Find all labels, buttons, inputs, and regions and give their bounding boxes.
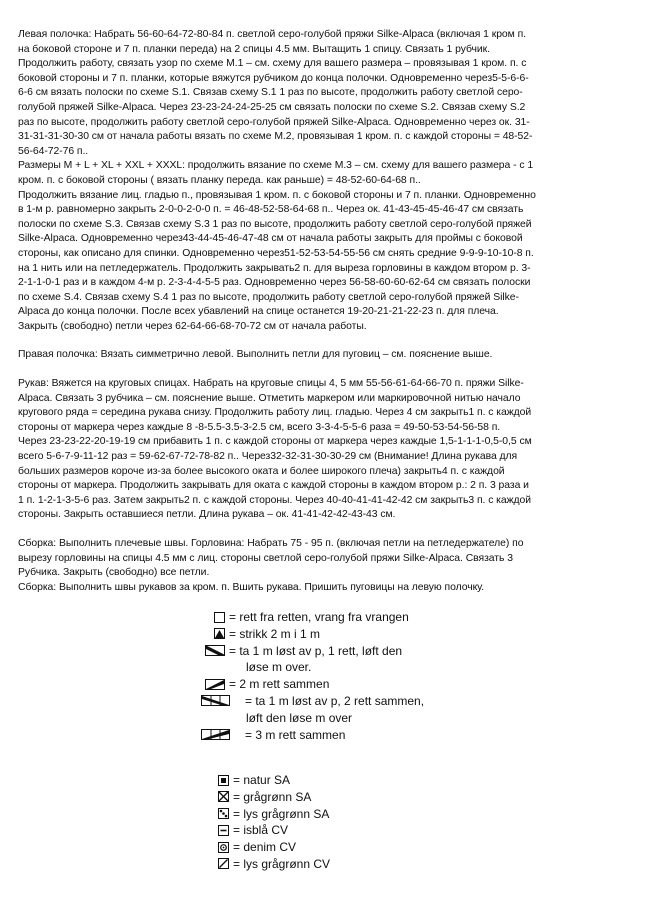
legend-label: = natur SA — [233, 773, 291, 787]
text-line: Через 23-23-22-20-19-19 см прибавить 1 п. с каждой стороны от маркера через каждые 1,5-1-1-1-0,5-0,5 см — [18, 436, 532, 448]
sleeve-paragraph — [18, 377, 636, 523]
text-line: кругового ряда = середина рукава снизу. Продолжить работу лиц. гладью. Через 4 см закрыть1 п. с каждой — [18, 407, 532, 419]
text-line: больших размеров короче из-за более высокого оката и более широкого плеча) закрыть4 п. с каждой — [18, 465, 505, 477]
text-line: Рукав: Вяжется на круговых спицах. Набрать на круговые спицы 4, 5 мм 55-56-61-64-66-70 п. пряжи Silke- — [18, 378, 524, 390]
legend-row — [205, 772, 505, 789]
legend-row — [201, 727, 501, 744]
cross-square-icon — [205, 789, 233, 805]
diagonal-dot-square-icon — [205, 806, 233, 822]
text-line: Рубчика. Закрыть (свободно) все петли. — [18, 567, 210, 579]
text-line: Продолжить работу, связать узор по схеме М.1 – см. схему для вашего размера – провязывая 1 кром. п. с — [18, 58, 527, 70]
stitch-legend — [201, 609, 501, 743]
legend-row — [205, 806, 505, 823]
legend-label: = 3 m rett sammen — [245, 727, 346, 742]
legend-label: = isblå CV — [233, 823, 289, 838]
text-line: Продолжить вязание лиц. гладью п., провязывая 1 кром. п. с боковой стороны и 7 п. планки. Одновременно — [18, 189, 536, 201]
k3tog-icon — [201, 727, 245, 743]
text-line: 1 п. 1-2-1-3-5-6 раз. Затем закрыть2 п. с каждой стороны. Через 40-40-41-41-42-42 см закрыть3 п. с каждой — [18, 494, 532, 506]
text-line: Alpaca до конца полочки. После всех убавлений на спице останется 19-20-21-21-22-23 п. для плеча. — [18, 306, 499, 318]
legend-row — [205, 856, 505, 873]
legend-row — [201, 643, 501, 660]
text-line: Alpaca. Связать 3 рубчика – см. пояснение выше. Отметить маркером или маркировочной нитью начало — [18, 392, 521, 404]
text-line: стороны. Закрыть оставшиеся петли. Длина рукава – ок. 41-41-42-42-43-43 см. — [18, 509, 396, 521]
dot-square-icon — [205, 772, 233, 788]
slash-square-icon — [205, 856, 233, 872]
legend-label: = 2 m rett sammen — [229, 677, 330, 692]
text-line: Левая полочка: Набрать 56-60-64-72-80-84 п. светлой серо-голубой пряжи Silke-Alpaca (включая 1 кром п. — [18, 29, 526, 40]
text-line: на 1 нить или на петледержатель. Продолжить закрывать2 п. для выреза горловины в каждом втором р. 3- — [18, 262, 531, 274]
text-line: голубой пряжей Silke-Alpaca. Через 23-23-24-24-25-25 см связать полоски по схеме S.2. Связав схему S.2 — [18, 101, 526, 113]
document-page — [18, 28, 636, 595]
legend-row — [201, 693, 501, 710]
text-line: всего 5-6-7-9-11-12 раз = 59-62-67-72-78-82 п.. Через32-32-31-30-30-29 см (Внимание! Длина рукава для — [18, 451, 518, 463]
color-legend — [205, 772, 505, 873]
legend-label: = lys grågrønn CV — [233, 856, 331, 871]
text-line: по схеме S.4. Связав схему S.4 1 раз по высоте, продолжить работу светлой серо-голубой пряжей Silke- — [18, 291, 519, 303]
legend-label: = denim CV — [233, 840, 297, 855]
text-line: 31-31-31-30-30 см от начала работы вязать по схеме М.2, провязывая 1 кром. п. с каждой стороны = 48-52- — [18, 131, 533, 143]
text-line: Закрыть (свободно) петли через 62-64-66-68-70-72 см от начала работы. — [18, 320, 367, 332]
legend-row — [205, 789, 505, 806]
legend-label: = lys grågrønn SA — [233, 806, 330, 821]
ring-square-icon — [205, 839, 233, 855]
text-line: Размеры M + L + XL + XXL + XXXL: продолжить вязание по схеме М.3 – см. схему для вашего размера - с 1 — [18, 160, 534, 172]
text-line: 2-1-1-0-1 раз и в каждом 4-м р. 2-3-4-4-5-5 раз. Одновременно через 56-58-60-60-62-64 см связать полоски — [18, 277, 531, 289]
filled-triangle-square-icon — [201, 626, 229, 642]
legend-label-cont: løse m over. — [246, 660, 312, 675]
legend-row — [205, 839, 505, 856]
left-front-paragraph — [18, 28, 636, 334]
legend-label: = ta 1 m løst av p, 1 rett, løft den — [229, 643, 403, 658]
text-line: Silke-Alpaca. Одновременно через43-44-45-46-47-48 см от начала работы закрыть для проймы с боковой — [18, 233, 523, 245]
right-front-paragraph — [18, 348, 636, 363]
legend-row-continued — [201, 710, 501, 727]
legend-label: = grågrønn SA — [233, 789, 312, 804]
legend-label: = rett fra retten, vrang fra vrangen — [229, 610, 409, 624]
legend-label: = ta 1 m løst av p, 2 rett sammen, — [245, 693, 425, 708]
text-line: стороны от маркера. Продолжить закрывать для оката с каждой стороны в каждом втором р.: 2 п. 3 раза и — [18, 480, 529, 492]
text-line: в 1-м р. равномерно закрыть 2-0-0-2-0-0 п. = 46-48-52-58-64-68 п.. Через ок. 41-43-45-45-46-47 см связать — [18, 204, 524, 216]
text-line: стороны от маркера через каждые 8 -8-5.5-3.5-3-2.5 см, всего 3-3-4-5-5-6 раза = 49-50-53-54-56-58 п. — [18, 421, 501, 433]
text-line: раз по высоте, продолжить работу светлой серо-голубой пряжей Silke-Alpaca. Одновременно через ок. 31- — [18, 116, 530, 128]
legend-label-cont: løft den løse m over — [246, 710, 353, 725]
text-line: полоски по схеме S.3. Связав схему S.3 1 раз по высоте, продолжить работу светлой серо-голубой пряжей — [18, 218, 532, 230]
slip-k2tog-pass-icon — [201, 693, 245, 709]
assembly-paragraph — [18, 537, 636, 595]
legend-label: = strikk 2 m i 1 m — [229, 626, 321, 641]
legend-row — [201, 626, 501, 643]
text-line: вырезу горловины на спицы 4.5 мм с лиц. стороны светлой серо-голубой пряжи Silke-Alpaca. Связать 3 — [18, 552, 513, 564]
text-line: боковой стороны и 7 п. планки, которые вяжутся рубчиком до конца полочки. Одновременно через5-5-6-6- — [18, 72, 529, 84]
slip-knit-pass-icon — [201, 643, 229, 659]
text-line: Сборка: Выполнить плечевые швы. Горловина: Набрать 75 - 95 п. (включая петли на петледержателе) по — [18, 538, 524, 549]
text-line: стороны, как описано для спинки. Одновременно через51-52-53-54-55-56 см снять средние 9-9-9-10-10-8 п. — [18, 247, 534, 259]
text-line: Сборка: Выполнить швы рукавов за кром. п. Вшить рукава. Пришить пуговицы на левую полочку. — [18, 581, 485, 593]
text-line: 6-6 см вязать полоски по схеме S.1. Связав схему S.1 1 раз по высоте, продолжить работу светлой серо- — [18, 87, 523, 99]
text-line: на боковой стороне и 7 п. планки переда) на 2 спицы 4.5 мм. Вытащить 1 спицу. Связать 1 рубчик. — [18, 43, 491, 55]
legend-row — [205, 822, 505, 839]
dash-square-icon — [205, 822, 233, 838]
legend-row-continued — [201, 659, 501, 676]
empty-square-icon — [201, 609, 229, 625]
text-line: 56-64-72-76 п.. — [18, 145, 89, 157]
legend-row — [201, 676, 501, 693]
text-line: кром. п. с боковой стороны ( вязать планку переда. как раньше) = 48-52-60-64-68 п.. — [18, 174, 421, 186]
legend-row — [201, 609, 501, 626]
k2tog-icon — [201, 676, 229, 692]
text-line: Правая полочка: Вязать симметрично левой. Выполнить петли для пуговиц – см. пояснение выше. — [18, 349, 493, 361]
